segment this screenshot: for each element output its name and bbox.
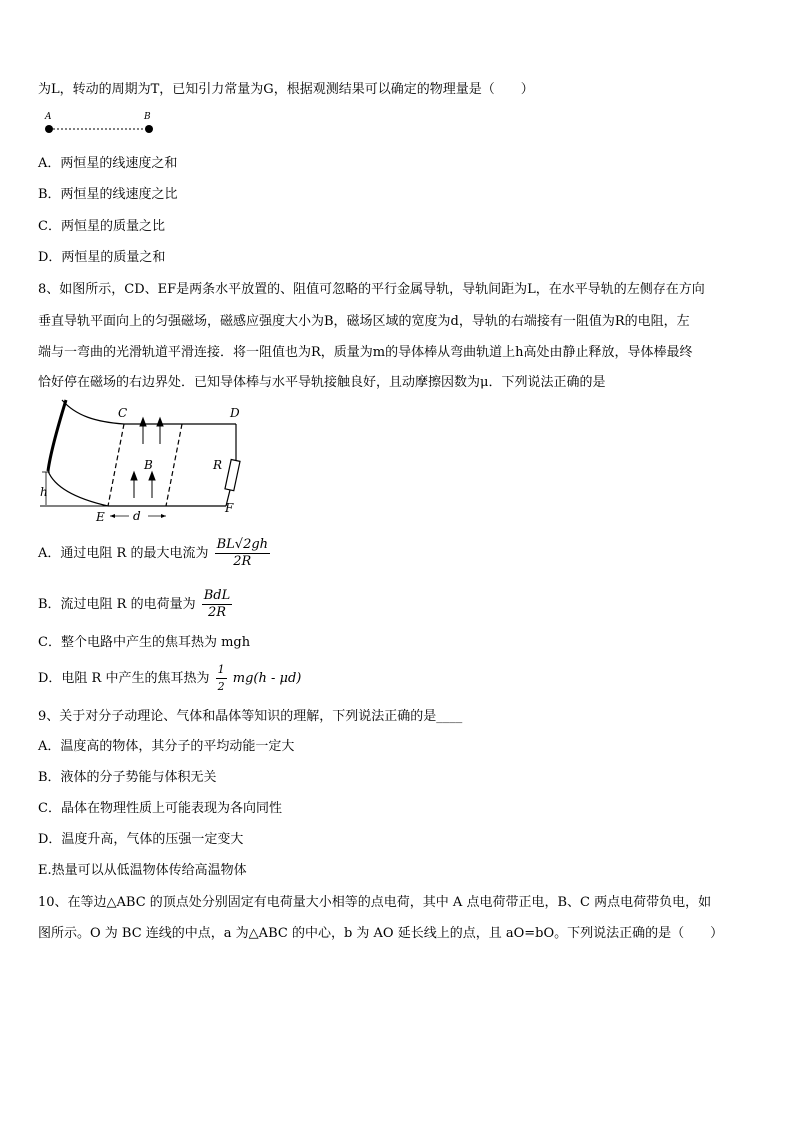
q9-stem: 9、关于对分子动理论、气体和晶体等知识的理解，下列说法正确的是____ — [38, 709, 463, 724]
q8-option-c: C．整个电路中产生的焦耳热为 mgh — [38, 635, 251, 650]
star-b-dot — [145, 125, 153, 133]
q7-option-d: D．两恒星的质量之和 — [38, 250, 166, 265]
q8-option-d: D．电阻 R 中产生的焦耳热为 $\frac{1}{2}$ mg(h - μd) — [38, 663, 302, 693]
label-d-width: d — [133, 509, 141, 523]
q7-stem: 为L，转动的周期为T，已知引力常量为G，根据观测结果可以确定的物理量是（ ） — [38, 82, 534, 97]
star-a-label: A — [45, 112, 52, 122]
rail-magnetic-field-diagram — [36, 396, 256, 528]
q8-option-b-fraction: $\frac{\text{BdL}}{2R}$ — [203, 588, 231, 620]
q9-option-a: A．温度高的物体，其分子的平均动能一定大 — [38, 739, 295, 754]
q8-option-a: A．通过电阻 R 的最大电流为 $\frac{BL√2gh}{2R}$ — [38, 537, 269, 569]
q8-stem-line-3: 端与一弯曲的光滑轨道平滑连接．将一阻值也为R，质量为m的导体棒从弯曲轨道上h高处由静止释放，导体棒最终 — [38, 345, 693, 360]
q7-option-a: A．两恒星的线速度之和 — [38, 156, 178, 171]
q7-option-c: C．两恒星的质量之比 — [38, 219, 165, 234]
q8-option-a-fraction: $\frac{BL√2gh}{2R}$ — [216, 537, 269, 569]
star-b-label: B — [144, 112, 151, 122]
q9-option-e: E.热量可以从低温物体传给高温物体 — [38, 863, 247, 878]
two-star-diagram — [38, 108, 168, 138]
label-f: F — [225, 501, 234, 515]
q10-stem-line-1: 10、在等边△ABC 的顶点处分别固定有电荷量大小相等的点电荷，其中 A 点电荷带正电，B、C 两点电荷带负电，如 — [38, 895, 712, 910]
resistor — [225, 459, 240, 490]
label-c: C — [118, 406, 128, 420]
q10-stem-line-2: 图所示。O 为 BC 连线的中点，a 为△ABC 的中心，b 为 AO 延长线上的点，且 aO=bO。下列说法正确的是（ ） — [38, 926, 724, 941]
q8-option-b: B．流过电阻 R 的电荷量为 $\frac{\text{BdL}}{2R}$ — [38, 588, 231, 620]
label-b: B — [144, 458, 153, 472]
q9-option-c: C．晶体在物理性质上可能表现为各向同性 — [38, 801, 282, 816]
q8-stem-line-2: 垂直导轨平面向上的匀强磁场，磁感应强度大小为B，磁场区域的宽度为d，导轨的右端接有一阻值为R的电阻，左 — [38, 314, 690, 329]
star-a-dot — [45, 125, 53, 133]
label-d: D — [230, 406, 240, 420]
q8-stem-line-4: 恰好停在磁场的右边界处．已知导体棒与水平导轨接触良好，且动摩擦因数为μ．下列说法正确的是 — [38, 375, 606, 390]
q9-option-b: B．液体的分子势能与体积无关 — [38, 770, 217, 785]
label-r: R — [213, 458, 223, 472]
label-e: E — [96, 510, 105, 524]
q7-option-b: B．两恒星的线速度之比 — [38, 187, 178, 202]
q8-stem-line-1: 8、如图所示，CD、EF是两条水平放置的、阻值可忽略的平行金属导轨，导轨间距为L，在水平导轨的左侧存在方向 — [38, 282, 705, 297]
label-h: h — [40, 485, 48, 499]
q8-option-d-fraction: $\frac{1}{2}$ — [217, 663, 225, 693]
q9-option-d: D．温度升高，气体的压强一定变大 — [38, 832, 244, 847]
